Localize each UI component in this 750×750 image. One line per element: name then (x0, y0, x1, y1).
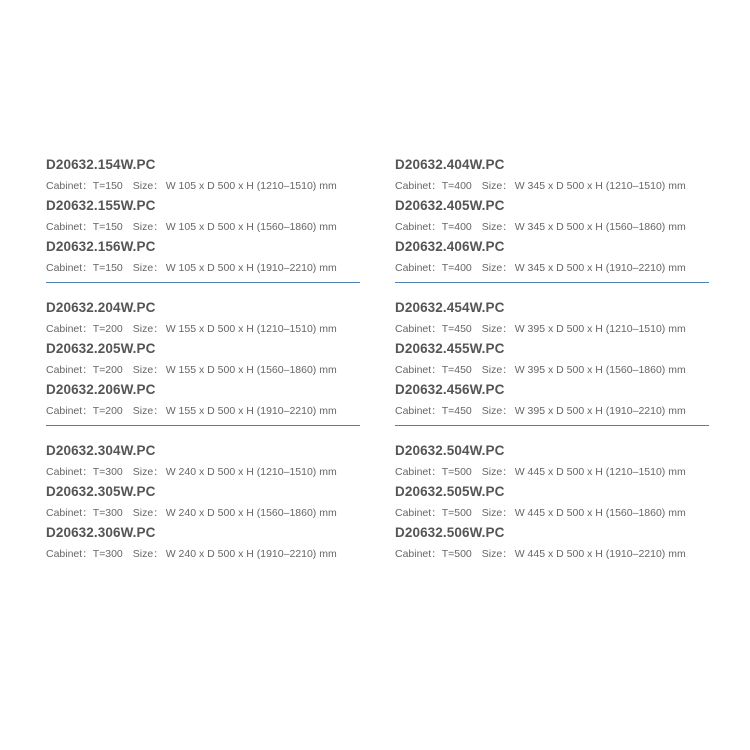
product-entry (395, 443, 710, 484)
cabinet-thickness: T=400 (441, 221, 472, 233)
cabinet-label: Cabinet： (46, 548, 93, 560)
product-entry (46, 300, 361, 341)
product-spec-line (46, 260, 337, 275)
product-code: D20632.304W.PC (46, 443, 156, 458)
size-label: Size： (481, 262, 513, 274)
product-group (395, 157, 710, 280)
product-spec-line (395, 362, 686, 377)
column-right (395, 157, 710, 566)
cabinet-thickness: T=400 (441, 180, 472, 192)
product-code: D20632.406W.PC (395, 239, 505, 254)
product-spec-line (46, 219, 337, 234)
size-dimensions: W 240 x D 500 x H (1210–1510) mm (165, 466, 337, 478)
product-entry (395, 157, 710, 198)
size-dimensions: W 240 x D 500 x H (1560–1860) mm (165, 507, 337, 519)
size-label: Size： (481, 221, 513, 233)
product-code: D20632.206W.PC (46, 382, 156, 397)
cabinet-label: Cabinet： (395, 323, 442, 335)
size-label: Size： (132, 507, 164, 519)
size-dimensions: W 445 x D 500 x H (1910–2210) mm (514, 548, 686, 560)
column-left (46, 157, 361, 566)
product-code: D20632.454W.PC (395, 300, 505, 315)
size-label: Size： (481, 548, 513, 560)
size-label: Size： (132, 548, 164, 560)
group-divider (395, 425, 709, 426)
cabinet-thickness: T=200 (92, 364, 123, 376)
product-group (395, 443, 710, 566)
product-code: D20632.404W.PC (395, 157, 505, 172)
size-label: Size： (481, 405, 513, 417)
size-label: Size： (481, 180, 513, 192)
size-label: Size： (132, 405, 164, 417)
product-spec-line (46, 178, 337, 193)
product-spec-line (395, 178, 686, 193)
product-entry (46, 341, 361, 382)
size-label: Size： (132, 323, 164, 335)
product-entry (46, 484, 361, 525)
size-label: Size： (132, 262, 164, 274)
cabinet-label: Cabinet： (395, 180, 442, 192)
product-entry (395, 484, 710, 525)
product-spec-line (395, 403, 686, 418)
product-code: D20632.205W.PC (46, 341, 156, 356)
size-dimensions: W 105 x D 500 x H (1910–2210) mm (165, 262, 337, 274)
cabinet-label: Cabinet： (395, 548, 442, 560)
product-entry (395, 382, 710, 423)
product-entry (46, 239, 361, 280)
product-entry (395, 300, 710, 341)
size-label: Size： (132, 180, 164, 192)
product-group (46, 300, 361, 423)
cabinet-label: Cabinet： (395, 507, 442, 519)
product-group (395, 300, 710, 423)
cabinet-thickness: T=500 (441, 548, 472, 560)
product-spec-line (395, 321, 686, 336)
cabinet-label: Cabinet： (46, 262, 93, 274)
product-spec-line (395, 464, 686, 479)
product-spec-line (395, 546, 686, 561)
product-code: D20632.505W.PC (395, 484, 505, 499)
cabinet-thickness: T=300 (92, 466, 123, 478)
cabinet-label: Cabinet： (46, 405, 93, 417)
cabinet-label: Cabinet： (395, 364, 442, 376)
product-spec-line (46, 362, 337, 377)
product-entry (46, 157, 361, 198)
size-label: Size： (132, 221, 164, 233)
product-spec-line (46, 505, 337, 520)
product-entry (395, 525, 710, 566)
product-spec-line (46, 321, 337, 336)
product-spec-line (395, 505, 686, 520)
size-label: Size： (132, 364, 164, 376)
cabinet-thickness: T=450 (441, 323, 472, 335)
product-entry (46, 382, 361, 423)
size-label: Size： (481, 364, 513, 376)
size-label: Size： (481, 466, 513, 478)
product-entry (395, 198, 710, 239)
cabinet-label: Cabinet： (395, 405, 442, 417)
product-code: D20632.456W.PC (395, 382, 505, 397)
product-spec-line (46, 546, 337, 561)
group-divider (46, 425, 360, 426)
product-entry (46, 198, 361, 239)
cabinet-thickness: T=300 (92, 507, 123, 519)
product-spec-line (46, 403, 337, 418)
cabinet-thickness: T=200 (92, 405, 123, 417)
product-code: D20632.156W.PC (46, 239, 156, 254)
cabinet-label: Cabinet： (395, 221, 442, 233)
product-spec-line (395, 260, 686, 275)
size-dimensions: W 395 x D 500 x H (1910–2210) mm (514, 405, 686, 417)
size-dimensions: W 105 x D 500 x H (1560–1860) mm (165, 221, 337, 233)
cabinet-thickness: T=400 (441, 262, 472, 274)
cabinet-thickness: T=200 (92, 323, 123, 335)
product-code: D20632.154W.PC (46, 157, 156, 172)
cabinet-label: Cabinet： (46, 221, 93, 233)
product-entry (395, 239, 710, 280)
size-label: Size： (481, 323, 513, 335)
product-group (46, 443, 361, 566)
size-dimensions: W 345 x D 500 x H (1210–1510) mm (514, 180, 686, 192)
cabinet-label: Cabinet： (395, 466, 442, 478)
size-label: Size： (481, 507, 513, 519)
product-code: D20632.405W.PC (395, 198, 505, 213)
product-entry (395, 341, 710, 382)
product-group (46, 157, 361, 280)
size-dimensions: W 445 x D 500 x H (1210–1510) mm (514, 466, 686, 478)
cabinet-label: Cabinet： (46, 364, 93, 376)
size-label: Size： (132, 466, 164, 478)
group-divider (46, 282, 360, 283)
size-dimensions: W 345 x D 500 x H (1560–1860) mm (514, 221, 686, 233)
size-dimensions: W 445 x D 500 x H (1560–1860) mm (514, 507, 686, 519)
product-code: D20632.204W.PC (46, 300, 156, 315)
size-dimensions: W 155 x D 500 x H (1910–2210) mm (165, 405, 337, 417)
product-entry (46, 525, 361, 566)
size-dimensions: W 395 x D 500 x H (1560–1860) mm (514, 364, 686, 376)
size-dimensions: W 155 x D 500 x H (1210–1510) mm (165, 323, 337, 335)
cabinet-thickness: T=150 (92, 221, 123, 233)
cabinet-thickness: T=450 (441, 405, 472, 417)
size-dimensions: W 395 x D 500 x H (1210–1510) mm (514, 323, 686, 335)
group-divider (395, 282, 709, 283)
product-spec-line (46, 464, 337, 479)
cabinet-label: Cabinet： (46, 180, 93, 192)
size-dimensions: W 345 x D 500 x H (1910–2210) mm (514, 262, 686, 274)
product-code: D20632.306W.PC (46, 525, 156, 540)
cabinet-label: Cabinet： (46, 507, 93, 519)
product-code: D20632.455W.PC (395, 341, 505, 356)
size-dimensions: W 240 x D 500 x H (1910–2210) mm (165, 548, 337, 560)
size-dimensions: W 155 x D 500 x H (1560–1860) mm (165, 364, 337, 376)
product-code: D20632.305W.PC (46, 484, 156, 499)
cabinet-thickness: T=150 (92, 180, 123, 192)
cabinet-label: Cabinet： (46, 323, 93, 335)
product-code: D20632.504W.PC (395, 443, 505, 458)
product-entry (46, 443, 361, 484)
product-spec-line (395, 219, 686, 234)
cabinet-thickness: T=450 (441, 364, 472, 376)
cabinet-label: Cabinet： (395, 262, 442, 274)
cabinet-thickness: T=300 (92, 548, 123, 560)
product-code: D20632.506W.PC (395, 525, 505, 540)
cabinet-thickness: T=500 (441, 507, 472, 519)
cabinet-thickness: T=150 (92, 262, 123, 274)
cabinet-thickness: T=500 (441, 466, 472, 478)
product-code: D20632.155W.PC (46, 198, 156, 213)
cabinet-label: Cabinet： (46, 466, 93, 478)
size-dimensions: W 105 x D 500 x H (1210–1510) mm (165, 180, 337, 192)
